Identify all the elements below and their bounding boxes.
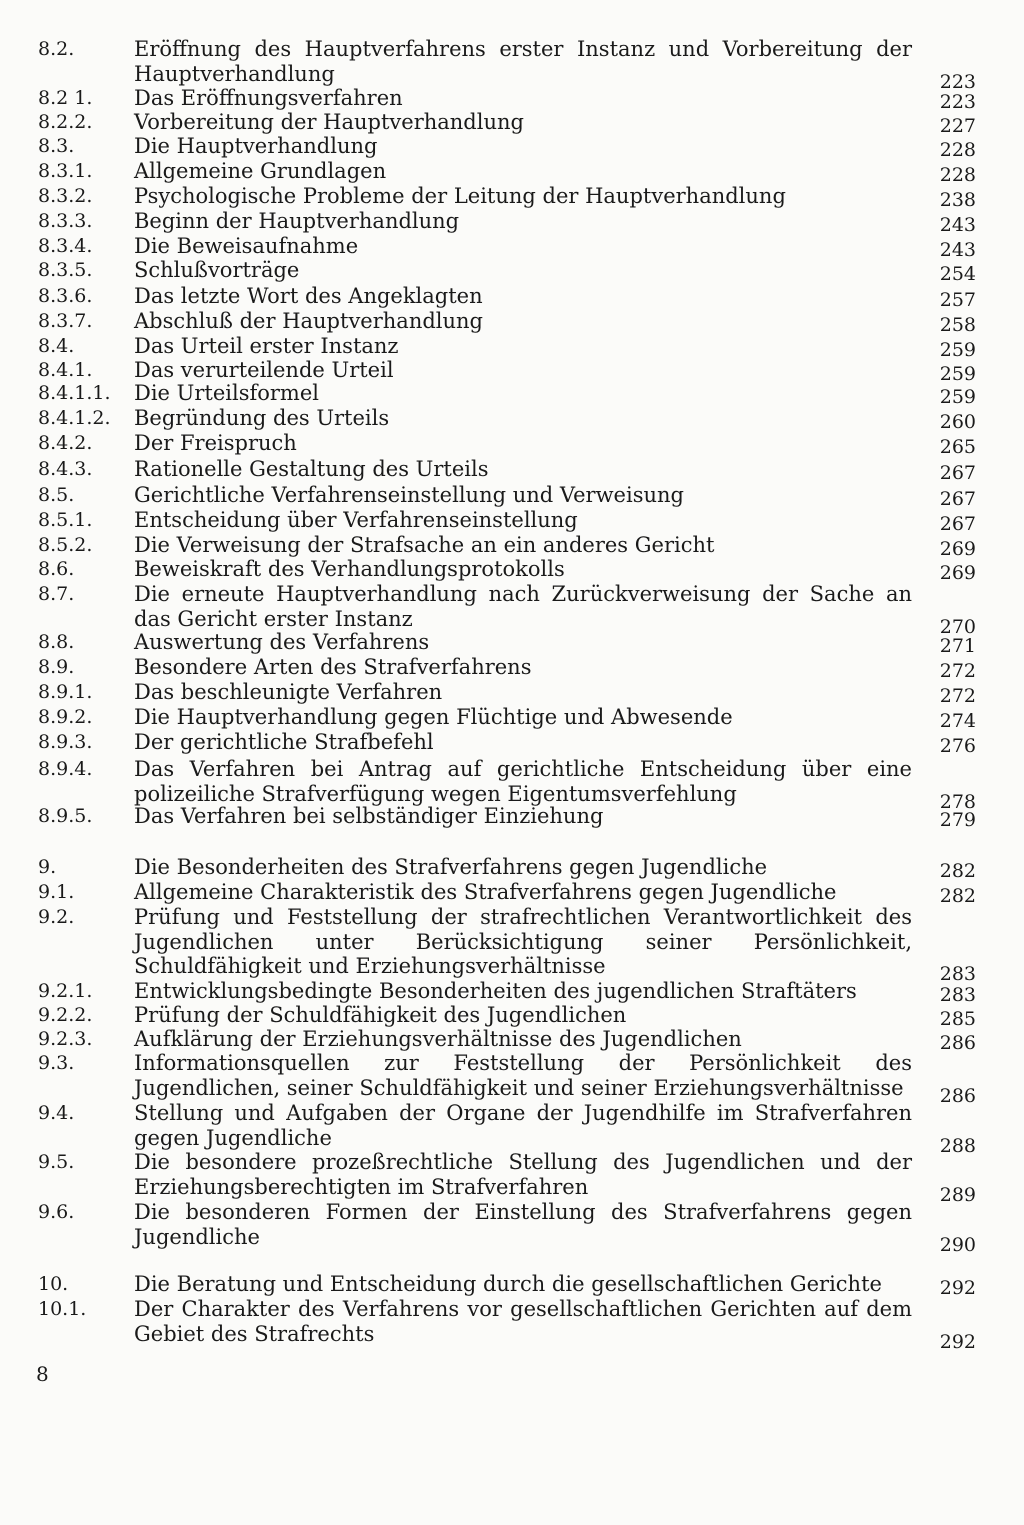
toc-entry-number: 8.9.2.: [38, 706, 93, 728]
toc-entry-page: 269: [939, 562, 976, 584]
toc-entry-title: Schlußvorträge: [134, 258, 300, 282]
toc-entry-title: Die Beratung und Entscheidung durch die gesellschaftlichen Gerichte: [134, 1272, 882, 1296]
toc-entry-page: 267: [939, 488, 976, 510]
toc-entry-title: Gerichtliche Verfahrenseinstellung und Verweisung: [134, 483, 684, 507]
toc-entry-page: 267: [939, 462, 976, 484]
toc-entry-page: 272: [939, 685, 976, 707]
toc-entry-number: 8.4.1.2.: [38, 407, 111, 429]
toc-entry-number: 8.3.2.: [38, 185, 93, 207]
toc-entry-title: Das verurteilende Urteil: [134, 358, 394, 382]
toc-entry-page: 279: [939, 809, 976, 831]
toc-entry-page: 259: [939, 363, 976, 385]
toc-entry-page: 286: [939, 1084, 976, 1107]
toc-entry-title: Die besonderen Formen der Einstellung des Strafverfahrens gegen Jugendliche: [134, 1200, 912, 1249]
toc-entry-page: 260: [939, 411, 976, 433]
toc-entry-page: 282: [939, 860, 976, 882]
toc-entry-title: Das Verfahren bei selbständiger Einziehung: [134, 804, 604, 828]
toc-entry-page: 283: [939, 984, 976, 1006]
toc-entry-title: Begründung des Urteils: [134, 406, 390, 430]
toc-entry-page: 267: [939, 513, 976, 535]
toc-entry-page: 238: [939, 189, 976, 211]
toc-entry-number: 8.4.3.: [38, 458, 93, 480]
toc-entry-number: 8.4.1.1.: [38, 382, 111, 404]
toc-entry-title: Allgemeine Charakteristik des Strafverfahrens gegen Jugendliche: [134, 880, 837, 904]
toc-entry-page: 270: [939, 615, 976, 638]
toc-entry-number: 9.1.: [38, 881, 75, 903]
toc-entry-page: 223: [939, 91, 976, 113]
toc-entry-number: 8.5.2.: [38, 534, 93, 556]
toc-entry-number: 9.3.: [38, 1052, 75, 1074]
toc-entry-page: 274: [939, 710, 976, 732]
toc-entry-page: 289: [939, 1183, 976, 1206]
toc-entry-number: 8.3.: [38, 135, 75, 157]
toc-entry-title: Auswertung des Verfahrens: [134, 630, 430, 654]
toc-entry-title: Die Besonderheiten des Strafverfahrens gegen Jugendliche: [134, 855, 768, 879]
toc-entry-title: Psychologische Probleme der Leitung der Hauptverhandlung: [134, 184, 786, 208]
toc-entry-number: 10.: [38, 1273, 69, 1295]
toc-entry-title: Die Verweisung der Strafsache an ein anderes Gericht: [134, 533, 715, 557]
toc-entry-number: 8.5.1.: [38, 509, 93, 531]
toc-entry-title: Der Charakter des Verfahrens vor gesellschaftlichen Gerichten auf dem Gebiet des Strafrechts: [134, 1297, 912, 1346]
toc-entry-number: 8.9.: [38, 656, 75, 678]
toc-entry-page: 276: [939, 735, 976, 757]
toc-entry-number: 8.2 1.: [38, 87, 93, 109]
toc-entry-number: 8.4.: [38, 335, 75, 357]
toc-entry-number: 8.4.1.: [38, 359, 93, 381]
toc-entry-title: Aufklärung der Erziehungsverhältnisse des Jugendlichen: [134, 1027, 742, 1051]
toc-entry-number: 8.4.2.: [38, 432, 93, 454]
toc-entry-number: 9.5.: [38, 1151, 75, 1173]
toc-entry-number: 8.8.: [38, 631, 75, 653]
toc-entry-title: Das Urteil erster Instanz: [134, 334, 399, 358]
toc-entry-number: 9.2.1.: [38, 980, 93, 1002]
toc-entry-page: 286: [939, 1032, 976, 1054]
toc-entry-number: 9.2.3.: [38, 1028, 93, 1050]
toc-entry-number: 8.7.: [38, 583, 75, 605]
toc-entry-page: 228: [939, 139, 976, 161]
toc-entry-title: Eröffnung des Hauptverfahrens erster Instanz und Vorbereitung der Hauptverhandlung: [134, 37, 912, 86]
toc-entry-page: 254: [939, 263, 976, 285]
toc-entry-title: Informationsquellen zur Feststellung der Persönlichkeit des Jugendlichen, seiner Schuldfähigkeit und seiner Erziehungsverhältnisse: [134, 1051, 912, 1100]
toc-entry-page: 228: [939, 164, 976, 186]
toc-entry-page: 243: [939, 239, 976, 261]
toc-entry-page: 278: [939, 790, 976, 813]
toc-entry-number: 8.3.5.: [38, 259, 93, 281]
toc-entry-page: 259: [939, 339, 976, 361]
toc-entry-number: 10.1.: [38, 1298, 87, 1320]
toc-entry-page: 288: [939, 1134, 976, 1157]
toc-entry-page: 292: [939, 1330, 976, 1353]
toc-entry-title: Beginn der Hauptverhandlung: [134, 209, 460, 233]
toc-entry-page: 259: [939, 386, 976, 408]
toc-entry-title: Die Hauptverhandlung gegen Flüchtige und Abwesende: [134, 705, 733, 729]
toc-entry-page: 272: [939, 660, 976, 682]
toc-entry-page: 257: [939, 289, 976, 311]
toc-entry-title: Das letzte Wort des Angeklagten: [134, 284, 483, 308]
toc-entry-title: Die Hauptverhandlung: [134, 134, 378, 158]
toc-entry-number: 8.5.: [38, 484, 75, 506]
toc-entry-title: Entwicklungsbedingte Besonderheiten des jugendlichen Straftäters: [134, 979, 857, 1003]
toc-entry-title: Allgemeine Grundlagen: [134, 159, 387, 183]
toc-entry-number: 8.9.4.: [38, 758, 93, 780]
toc-entry-number: 8.9.5.: [38, 805, 93, 827]
toc-entry-number: 8.3.6.: [38, 285, 93, 307]
toc-entry-number: 8.2.: [38, 38, 75, 60]
toc-entry-page: 292: [939, 1277, 976, 1299]
toc-entry-page: 290: [939, 1233, 976, 1256]
toc-entry-title: Prüfung der Schuldfähigkeit des Jugendlichen: [134, 1003, 627, 1027]
toc-entry-title: Die besondere prozeßrechtliche Stellung des Jugendlichen und der Erziehungsberechtigten im Strafverfahren: [134, 1150, 912, 1199]
toc-entry-page: 243: [939, 214, 976, 236]
toc-entry-title: Das Eröffnungsverfahren: [134, 86, 403, 110]
toc-entry-page: 269: [939, 538, 976, 560]
toc-entry-number: 9.6.: [38, 1201, 75, 1223]
page-number: 8: [36, 1362, 49, 1386]
toc-entry-title: Die Beweisaufnahme: [134, 234, 359, 258]
toc-entry-number: 9.4.: [38, 1102, 75, 1124]
toc-entry-page: 285: [939, 1008, 976, 1030]
toc-entry-number: 8.3.1.: [38, 160, 93, 182]
toc-entry-number: 9.2.: [38, 906, 75, 928]
toc-entry-page: 223: [939, 70, 976, 93]
toc-entry-page: 271: [939, 635, 976, 657]
toc-entry-page: 265: [939, 436, 976, 458]
toc-entry-number: 8.6.: [38, 558, 75, 580]
toc-entry-title: Das Verfahren bei Antrag auf gerichtliche Entscheidung über eine polizeiliche Strafverfügung wegen Eigentumsverfehlung: [134, 757, 912, 806]
toc-entry-title: Prüfung und Feststellung der strafrechtlichen Verantwortlichkeit des Jugendlichen unter Berücksichtigung seiner Persönlichkeit, Schuldfähigkeit und Erziehungsverhältnisse: [134, 905, 912, 978]
toc-entry-number: 8.3.4.: [38, 235, 93, 257]
toc-entry-number: 9.: [38, 856, 57, 878]
toc-entry-number: 8.3.3.: [38, 210, 93, 232]
toc-entry-title: Der gerichtliche Strafbefehl: [134, 730, 434, 754]
toc-entry-title: Die erneute Hauptverhandlung nach Zurückverweisung der Sache an das Gericht erster Instanz: [134, 582, 912, 631]
toc-entry-title: Das beschleunigte Verfahren: [134, 680, 443, 704]
toc-entry-page: 282: [939, 885, 976, 907]
toc-entry-number: 8.9.1.: [38, 681, 93, 703]
toc-entry-number: 8.3.7.: [38, 310, 93, 332]
toc-entry-title: Stellung und Aufgaben der Organe der Jugendhilfe im Strafverfahren gegen Jugendliche: [134, 1101, 912, 1150]
toc-entry-page: 283: [939, 963, 976, 985]
toc-entry-title: Vorbereitung der Hauptverhandlung: [134, 110, 524, 134]
toc-entry-title: Der Freispruch: [134, 431, 297, 455]
toc-entry-title: Abschluß der Hauptverhandlung: [134, 309, 483, 333]
toc-entry-title: Besondere Arten des Strafverfahrens: [134, 655, 532, 679]
toc-entry-number: 8.2.2.: [38, 111, 93, 133]
toc-entry-title: Entscheidung über Verfahrenseinstellung: [134, 508, 578, 532]
toc-entry-number: 9.2.2.: [38, 1004, 93, 1026]
toc-entry-title: Rationelle Gestaltung des Urteils: [134, 457, 489, 481]
toc-entry-number: 8.9.3.: [38, 731, 93, 753]
toc-entry-page: 258: [939, 314, 976, 336]
toc-entry-title: Die Urteilsformel: [134, 381, 319, 405]
toc-entry-page: 227: [939, 115, 976, 137]
toc-entry-title: Beweiskraft des Verhandlungsprotokolls: [134, 557, 565, 581]
